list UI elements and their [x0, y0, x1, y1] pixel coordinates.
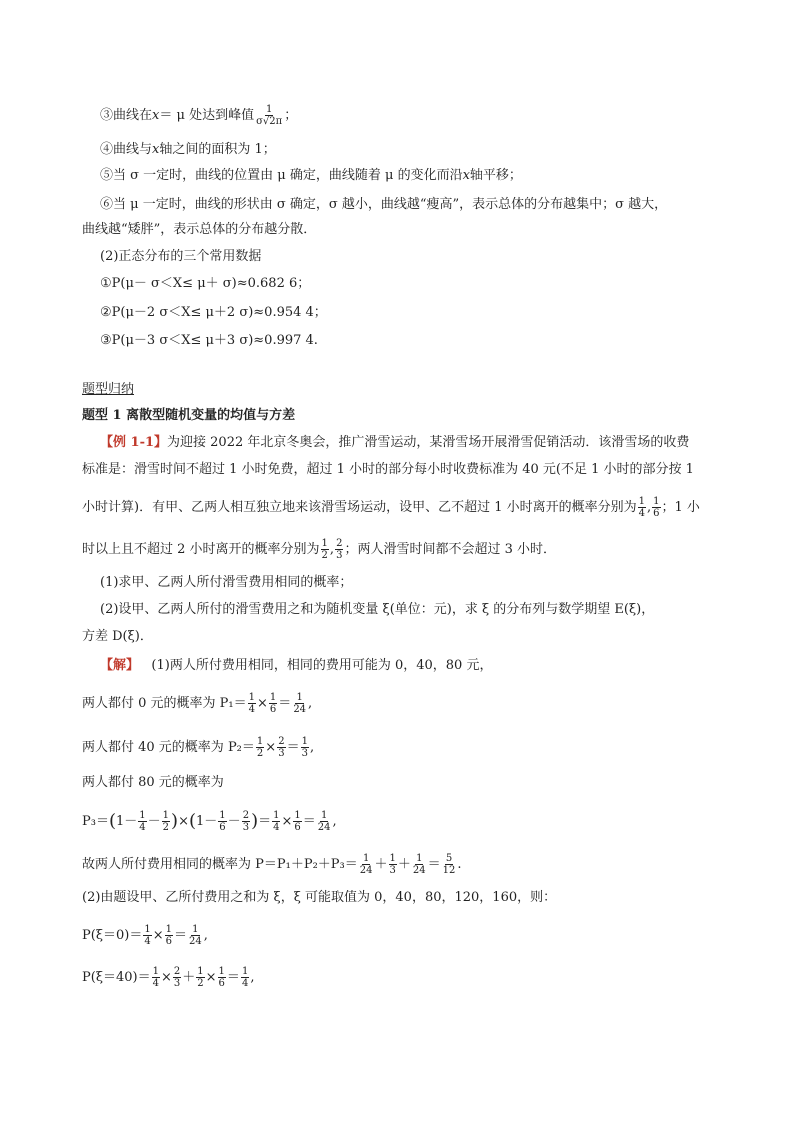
type-title: 题型 1 离散型随机变量的均值与方差: [82, 408, 296, 423]
common-data-1: ①P(μ－ σ＜X≤ μ＋ σ)≈0.682 6；: [100, 276, 311, 291]
example-tag: 【例 1-1】: [100, 435, 168, 450]
solution-line3: 两人都付 40 元的概率为 P₂＝ $\frac{1}{2}$ × $\frac{2}{3}$ ＝ $\frac{1}{3}$ ,: [82, 736, 315, 759]
section-title: 题型归纳: [82, 382, 135, 397]
prop-3: ③曲线在x＝ μ 处达到峰值 $\frac{1}{\sigma√2\pi}$ ；: [100, 104, 298, 127]
example-line2: 标准是：滑雪时间不超过 1 小时免费，超过 1 小时的部分每小时收费标准为 40 元(不足 1 小时的部分按 1: [82, 462, 694, 477]
prop-5: ⑤当 σ 一定时，曲线的位置由 μ 确定，曲线随着 μ 的变化而沿x轴平移；: [100, 168, 522, 183]
solution-line4: 两人都付 80 元的概率为: [82, 775, 224, 790]
solution-line2: 两人都付 0 元的概率为 P₁＝ $\frac{1}{4}$ × $\frac{1}{6}$ ＝ $\frac{1}{24}$ ,: [82, 692, 313, 715]
question-2-line1: (2)设甲、乙两人所付的滑雪费用之和为随机变量 ξ(单位：元)，求 ξ 的分布列与数学期望 E(ξ)，: [100, 602, 655, 617]
prop-6-line1: ⑥当 μ 一定时，曲线的形状由 σ 确定，σ 越小，曲线越“瘦高”，表示总体的分布越集中；σ 越大，: [100, 197, 668, 212]
solution-line9: P(ξ＝40)＝ $\frac{1}{4}$ × $\frac{2}{3}$ ＋ $\frac{1}{2}$ × $\frac{1}{6}$ ＝ $\frac{1}{4}$ ,: [82, 966, 255, 989]
solution-line8: P(ξ＝0)＝ $\frac{1}{4}$ × $\frac{1}{6}$ ＝ $\frac{1}{24}$ ,: [82, 924, 208, 947]
solution-line7: (2)由题设甲、乙所付费用之和为 ξ，ξ 可能取值为 0，40，80，120，160，则：: [82, 890, 557, 905]
example-line4: 时以上且不超过 2 小时离开的概率分别为 $\frac{1}{2}$ , $\frac{2}{3}$ ；两人滑雪时间都不会超过 3 小时．: [82, 538, 556, 561]
prop-4: ④曲线与x轴之间的面积为 1；: [100, 142, 276, 157]
solution-tag: 【解】: [100, 658, 140, 673]
question-1: (1)求甲、乙两人所付滑雪费用相同的概率；: [100, 575, 353, 590]
common-data-3: ③P(μ－3 σ＜X≤ μ＋3 σ)≈0.997 4.: [100, 333, 318, 348]
solution-line1: 【解】 (1)两人所付费用相同，相同的费用可能为 0，40，80 元，: [100, 658, 493, 673]
solution-line5: P₃＝(1－ $\frac{1}{4}$ － $\frac{1}{2}$ )×(1－ $\frac{1}{6}$ － $\frac{2}{3}$ )＝ $\frac{1}{4}$ × $\frac{1}{6}$ ＝ $\frac{1}{24}$ ,: [82, 810, 337, 833]
question-2-line2: 方差 D(ξ)．: [82, 629, 153, 644]
common-data-2: ②P(μ－2 σ＜X≤ μ＋2 σ)≈0.954 4；: [100, 305, 327, 320]
example-line1: 【例 1-1】为迎接 2022 年北京冬奥会，推广滑雪运动，某滑雪场开展滑雪促销活动．该滑雪场的收费: [100, 435, 690, 450]
common-data-heading: (2)正态分布的三个常用数据: [100, 249, 262, 264]
solution-line6: 故两人所付费用相同的概率为 P＝P₁＋P₂＋P₃＝ $\frac{1}{24}$ ＋ $\frac{1}{3}$ ＋ $\frac{1}{24}$ ＝ $\frac{5}{12}$ .: [82, 853, 462, 876]
example-line3: 小时计算)．有甲、乙两人相互独立地来该滑雪场运动，设甲、乙不超过 1 小时离开的概率分别为 $\frac{1}{4}$ , $\frac{1}{6}$ ；1 小: [82, 496, 700, 519]
prop-6-line2: 曲线越“矮胖”，表示总体的分布越分散．: [82, 222, 317, 237]
